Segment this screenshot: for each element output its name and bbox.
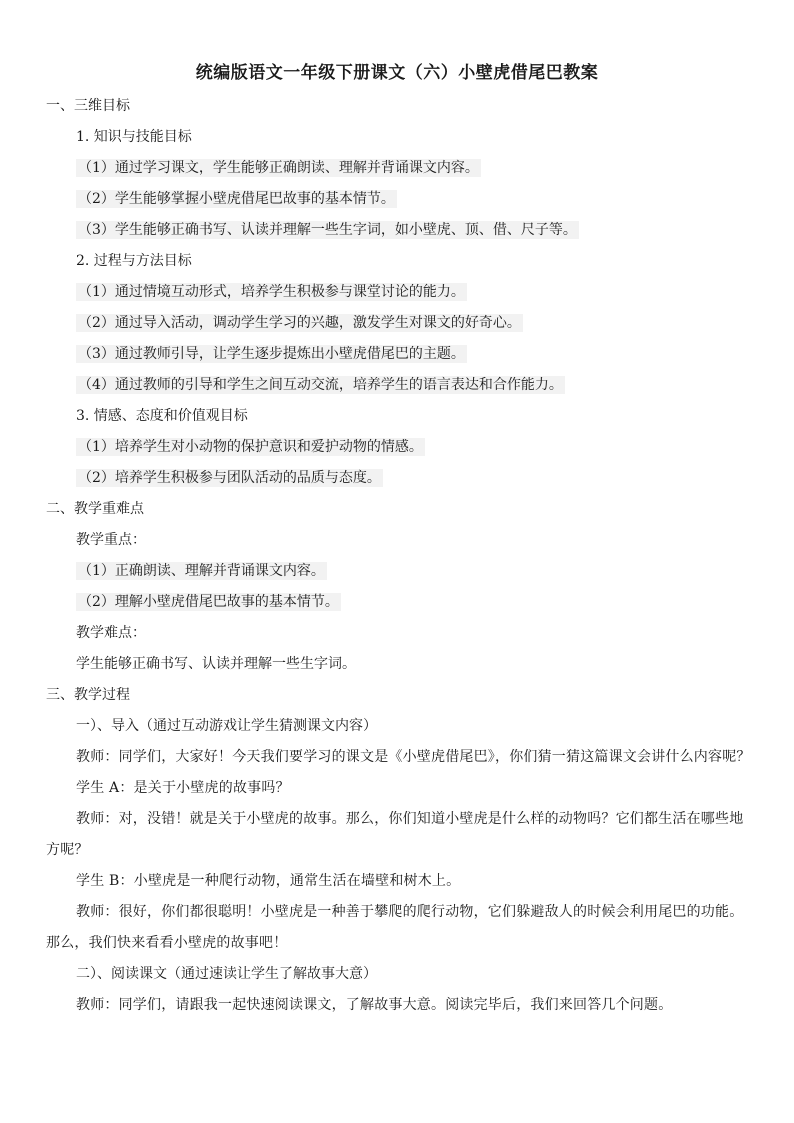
dialogue-paragraph: 教师：同学们，请跟我一起快速阅读课文，了解故事大意。阅读完毕后，我们来回答几个问题。 [76, 997, 673, 1013]
list-item: （1）通过情境互动形式，培养学生积极参与课堂讨论的能力。 [78, 284, 465, 300]
subheading-introduction: 一）、导入（通过互动游戏让学生猜测课文内容） [76, 718, 377, 734]
section-heading-key-points: 二、教学重难点 [46, 501, 144, 517]
section-heading-objectives: 一、三维目标 [46, 98, 130, 114]
dialogue-paragraph: 教师：同学们，大家好！今天我们要学习的课文是《小壁虎借尾巴》，你们猜一猜这篇课文会讲什么内容呢？ [76, 749, 751, 765]
dialogue-paragraph: 教师：很好，你们都很聪明！小壁虎是一种善于攀爬的爬行动物，它们躲避敌人的时候会利用尾巴的功能。那么，我们快来看看小壁虎的故事吧！ [46, 904, 744, 951]
list-item: （1）培养学生对小动物的保护意识和爱护动物的情感。 [78, 439, 423, 455]
dialogue-paragraph: 学生 B：小壁虎是一种爬行动物，通常生活在墙壁和树木上。 [76, 873, 461, 889]
list-item: （1）正确朗读、理解并背诵课文内容。 [78, 563, 325, 579]
subheading-process-methods: 2. 过程与方法目标 [76, 253, 192, 269]
list-item: （3）通过教师引导，让学生逐步提炼出小壁虎借尾巴的主题。 [78, 346, 465, 362]
list-item: （2）培养学生积极参与团队活动的品质与态度。 [78, 470, 381, 486]
document-body [46, 91, 752, 1021]
list-item: （2）通过导入活动，调动学生学习的兴趣，激发学生对课文的好奇心。 [78, 315, 521, 331]
subheading-teaching-difficulty: 教学难点： [76, 625, 146, 641]
list-item: （1）通过学习课文，学生能够正确朗读、理解并背诵课文内容。 [78, 160, 479, 176]
dialogue-paragraph: 教师：对，没错！就是关于小壁虎的故事。那么，你们知道小壁虎是什么样的动物吗？它们都生活在哪些地方呢？ [46, 811, 744, 858]
list-item: （3）学生能够正确书写、认读并理解一些生字词，如小壁虎、顶、借、尺子等。 [78, 222, 577, 238]
subheading-knowledge-skills: 1. 知识与技能目标 [76, 129, 192, 145]
subheading-reading: 二）、阅读课文（通过速读让学生了解故事大意） [76, 966, 377, 982]
paragraph: 学生能够正确书写、认读并理解一些生字词。 [76, 656, 356, 672]
subheading-teaching-focus: 教学重点： [76, 532, 146, 548]
list-item: （2）学生能够掌握小壁虎借尾巴故事的基本情节。 [78, 191, 395, 207]
subheading-emotion-values: 3. 情感、态度和价值观目标 [76, 408, 248, 424]
list-item: （4）通过教师的引导和学生之间互动交流，培养学生的语言表达和合作能力。 [78, 377, 563, 393]
dialogue-paragraph: 学生 A：是关于小壁虎的故事吗？ [76, 780, 290, 796]
section-heading-process: 三、教学过程 [46, 687, 130, 703]
list-item: （2）理解小壁虎借尾巴故事的基本情节。 [78, 594, 339, 610]
document-title: 统编版语文一年级下册课文（六）小壁虎借尾巴教案 [195, 63, 599, 83]
